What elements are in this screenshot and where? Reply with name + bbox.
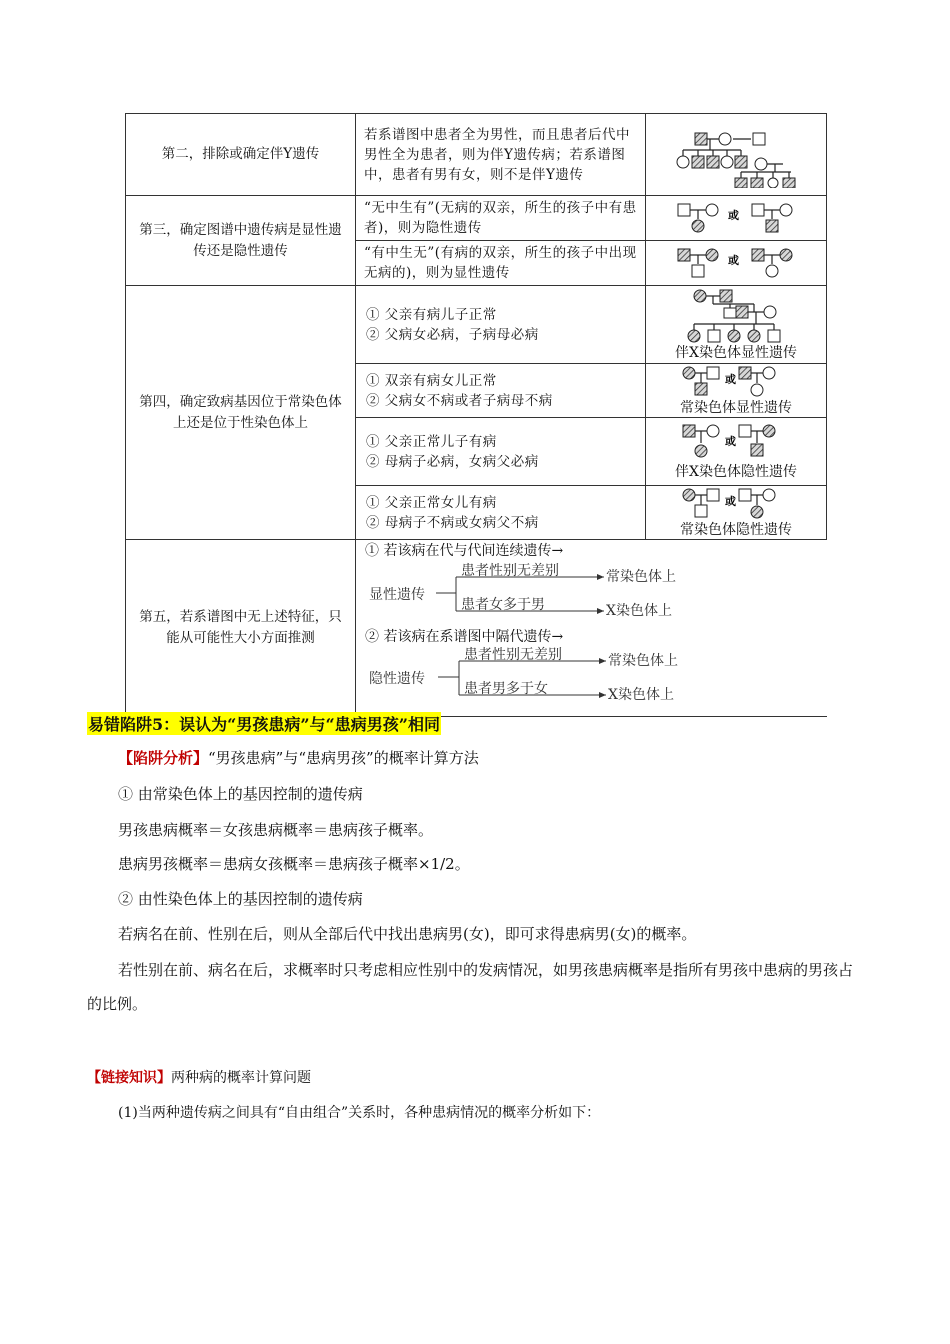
recessive-branch-1: 患者性别无差别 <box>464 647 562 663</box>
step-2-cell: 第二，排除或确定伴Y遗传 <box>126 114 356 196</box>
inheritance-judgement-table <box>125 113 827 717</box>
autosomal-dominant-figure <box>646 364 827 418</box>
pedigree-dominant <box>676 246 796 280</box>
table-row <box>126 196 827 241</box>
paragraph: 若性别在前、病名在后，求概率时只考虑相应性别中的发病情况，如男孩患病概率是指所有男孩中患病的男孩占的比例。 <box>87 961 854 1013</box>
recessive-result-2: X染色体上 <box>608 687 674 703</box>
rule-line: ① 父亲正常女儿有病 <box>366 494 497 511</box>
rule-line: ① 父亲正常儿子有病 <box>366 433 497 450</box>
analysis-text: “男孩患病”与“患病男孩”的概率计算方法 <box>208 749 479 767</box>
pedigree-autosomal-dominant <box>681 365 791 399</box>
link-paragraph <box>87 1067 311 1089</box>
step-5-cell: 第五，若系谱图中无上述特征，只能从可能性大小方面推测 <box>126 540 356 717</box>
pedigree-x-recessive <box>681 423 791 463</box>
flowchart <box>356 540 706 716</box>
autosomal-dominant-caption: 常染色体显性遗传 <box>680 399 792 416</box>
step-4-rule-3 <box>356 418 646 486</box>
dominant-label: 显性遗传 <box>369 587 425 603</box>
pedigree-recessive-figure <box>646 196 827 241</box>
or-label: 或 <box>725 434 736 448</box>
rule-line: ① 父亲有病儿子正常 <box>366 306 497 323</box>
rule-line: ① 双亲有病女儿正常 <box>366 372 497 389</box>
pedigree-recessive <box>676 201 796 235</box>
paragraph: 患病男孩概率＝患病女孩概率＝患病孩子概率×1/2。 <box>118 855 470 873</box>
flowchart-lines <box>356 540 706 716</box>
rule-line: ② 母病子必病，女病父必病 <box>366 453 539 470</box>
step-3-dominant-rule: “有中生无”(有病的双亲，所生的孩子中出现无病的)，则为显性遗传 <box>356 241 646 286</box>
autosomal-recessive-caption: 常染色体隐性遗传 <box>680 521 792 538</box>
recessive-result-1: 常染色体上 <box>608 653 678 669</box>
x-dominant-caption: 伴X染色体显性遗传 <box>675 344 797 361</box>
pedigree-y-linked <box>671 122 801 188</box>
x-recessive-caption: 伴X染色体隐性遗传 <box>675 463 797 480</box>
recessive-label: 隐性遗传 <box>369 671 425 687</box>
step-5-flowchart-cell <box>356 540 827 717</box>
dominant-head: ① 若该病在代与代间连续遗传→ <box>365 543 564 559</box>
link-title: 两种病的概率计算问题 <box>171 1070 311 1086</box>
x-recessive-figure <box>646 418 827 486</box>
table-row <box>126 540 827 717</box>
recessive-branch-2: 患者男多于女 <box>464 681 548 697</box>
dominant-result-2: X染色体上 <box>606 603 672 619</box>
step-4-rule-4 <box>356 486 646 540</box>
step-4-rule-1 <box>356 286 646 364</box>
step-4-rule-2 <box>356 364 646 418</box>
or-label: 或 <box>725 494 736 508</box>
or-label: 或 <box>728 209 739 222</box>
paragraph: ① 由常染色体上的基因控制的遗传病 <box>118 785 363 803</box>
autosomal-recessive-figure <box>646 486 827 540</box>
rule-line: ② 母病子不病或女病父不病 <box>366 514 539 531</box>
or-label: 或 <box>728 254 739 267</box>
dominant-result-1: 常染色体上 <box>606 569 676 585</box>
section-title: 易错陷阱5：误认为“男孩患病”与“患病男孩”相同 <box>87 712 441 735</box>
paragraph: (1)当两种遗传病之间具有“自由组合”关系时，各种患病情况的概率分析如下： <box>118 1105 601 1121</box>
dominant-branch-2: 患者女多于男 <box>461 597 545 613</box>
pedigree-autosomal-recessive <box>681 487 791 521</box>
pedigree-dominant-figure <box>646 241 827 286</box>
pedigree-y-linked-figure <box>646 114 827 196</box>
pedigree-x-dominant <box>686 288 786 344</box>
paragraph: ② 由性染色体上的基因控制的遗传病 <box>118 890 363 908</box>
analysis-paragraph <box>118 747 479 769</box>
link-tag: 【链接知识】 <box>87 1070 171 1086</box>
table-row <box>126 286 827 364</box>
paragraph: 若病名在前、性别在后，则从全部后代中找出患病男(女)，即可求得患病男(女)的概率。 <box>118 925 697 943</box>
rule-line: ② 父病女不病或者子病母不病 <box>366 392 553 409</box>
step-3-cell: 第三，确定图谱中遗传病是显性遗传还是隐性遗传 <box>126 196 356 286</box>
table-row <box>126 114 827 196</box>
step-3-recessive-rule: “无中生有”(无病的双亲，所生的孩子中有患者)，则为隐性遗传 <box>356 196 646 241</box>
dominant-branch-1: 患者性别无差别 <box>461 563 559 579</box>
x-dominant-figure <box>646 286 827 364</box>
rule-line: ② 父病女必病，子病母必病 <box>366 326 539 343</box>
step-2-description: 若系谱图中患者全为男性，而且患者后代中男性全为患者，则为伴Y遗传病；若系谱图中，患者有男有女，则不是伴Y遗传 <box>356 114 646 196</box>
step-4-cell: 第四，确定致病基因位于常染色体上还是位于性染色体上 <box>126 286 356 540</box>
or-label: 或 <box>725 372 736 386</box>
analysis-tag: 【陷阱分析】 <box>118 749 209 767</box>
paragraph: 男孩患病概率＝女孩患病概率＝患病孩子概率。 <box>118 821 434 839</box>
recessive-head: ② 若该病在系谱图中隔代遗传→ <box>365 629 564 645</box>
